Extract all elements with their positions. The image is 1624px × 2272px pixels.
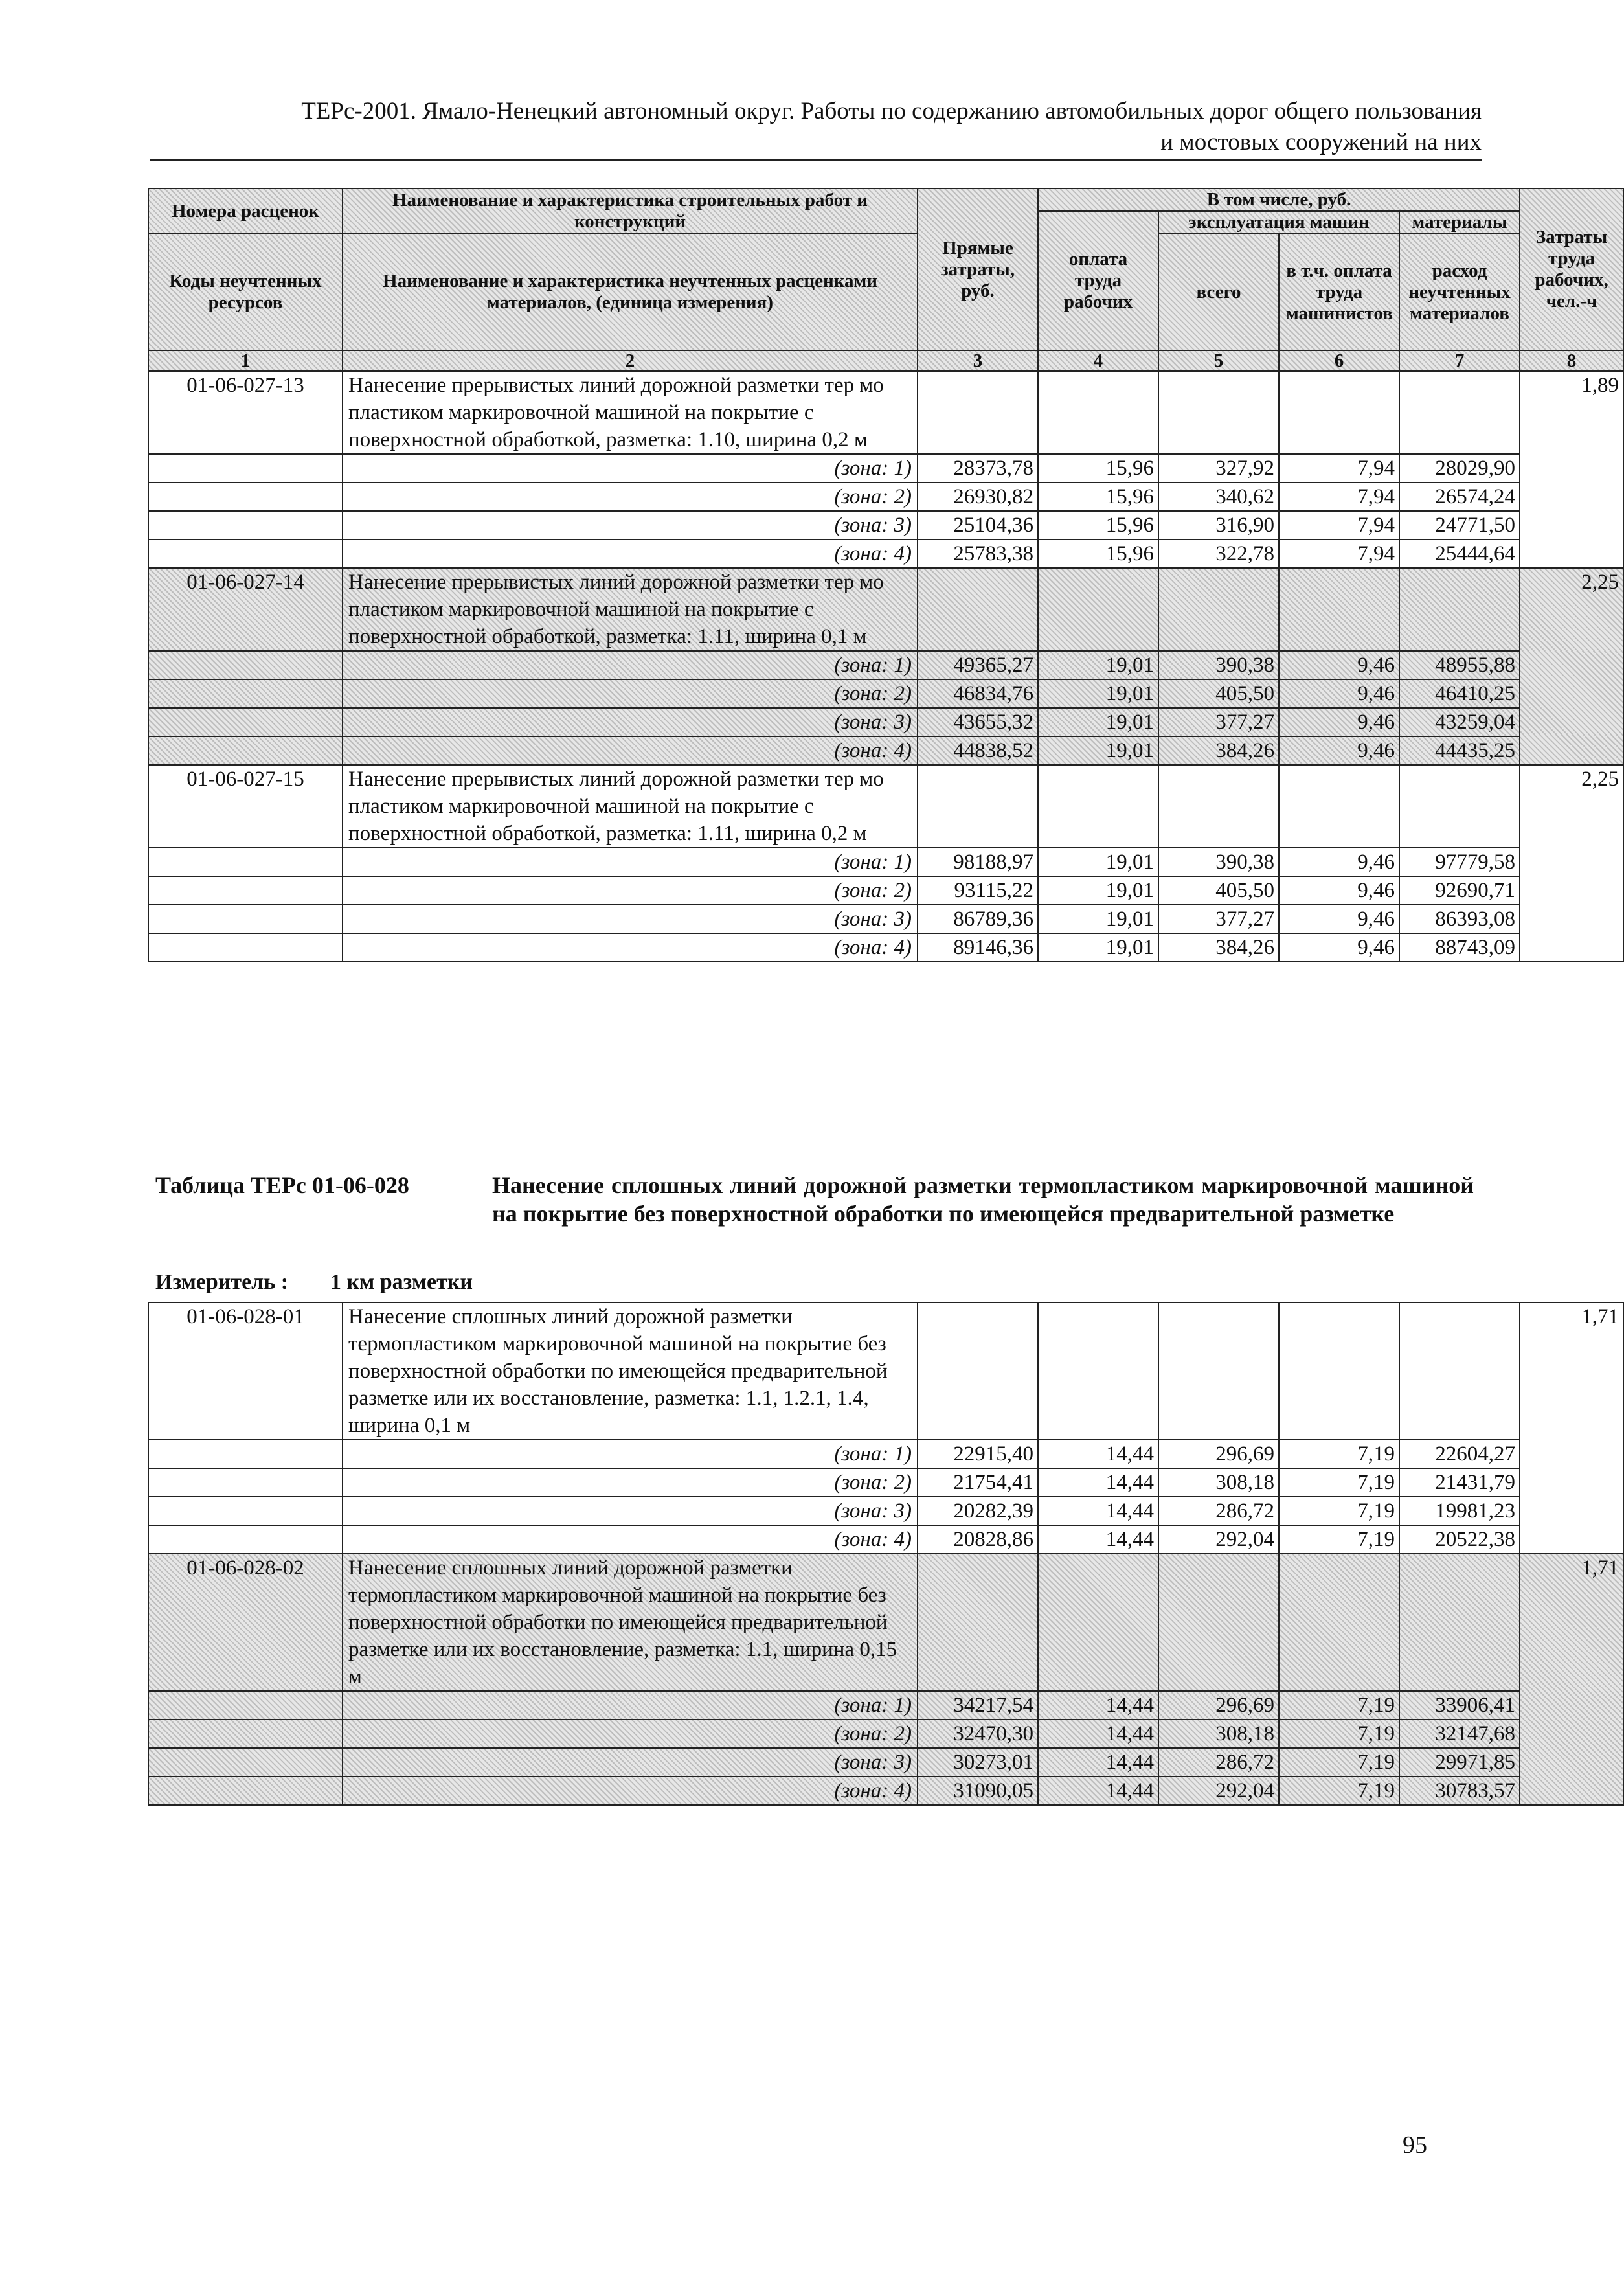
materials-value: 86393,08	[1399, 905, 1520, 933]
machinists-pay-value: 7,19	[1279, 1468, 1399, 1497]
workers-pay-value: 15,96	[1038, 483, 1158, 511]
col-header-work-name: Наименование и характеристика строительных работ и конструкций	[343, 188, 918, 234]
machines-total-value: 377,27	[1158, 708, 1279, 736]
empty-cell	[148, 1468, 343, 1497]
materials-value: 97779,58	[1399, 848, 1520, 876]
zone-label: (зона: 1)	[343, 651, 918, 679]
direct-cost-value: 98188,97	[918, 848, 1038, 876]
machinists-pay-value: 9,46	[1279, 876, 1399, 905]
rate-description: Нанесение прерывистых линий дорожной разметки тер мо пластиком маркировочной машиной на покрытие с поверхностной обработкой, разметка: 1.11, ширина 0,1 м	[343, 568, 918, 651]
zone-label: (зона: 4)	[343, 1525, 918, 1554]
zone-row	[148, 1468, 1623, 1497]
table-name: Нанесение сплошных линий дорожной разметки термопластиком маркировочной машиной на покрытие без поверхностной обработки по имеющейся предварительной разметке	[492, 1172, 1474, 1227]
machines-total-value: 384,26	[1158, 736, 1279, 765]
machines-total-value: 316,90	[1158, 511, 1279, 540]
header-line-2: и мостовых сооружений на них	[1160, 129, 1482, 155]
workers-pay-value: 19,01	[1038, 708, 1158, 736]
empty-cell	[1279, 371, 1399, 454]
col-header-rate-numbers: Номера расценок	[148, 188, 343, 234]
empty-cell	[1158, 568, 1279, 651]
rate-code: 01-06-027-15	[148, 765, 343, 848]
materials-value: 32147,68	[1399, 1720, 1520, 1748]
machines-total-value: 377,27	[1158, 905, 1279, 933]
rate-description: Нанесение сплошных линий дорожной разметки термопластиком маркировочной машиной на покрытие без поверхностной обработки по имеющейся предварительной разметке или их восстановление, разметка: 1.1, ширина 0,15 м	[343, 1554, 918, 1691]
zone-row	[148, 511, 1623, 540]
zone-label: (зона: 2)	[343, 1468, 918, 1497]
empty-cell	[148, 736, 343, 765]
page-number: 95	[1403, 2131, 1427, 2159]
direct-cost-value: 89146,36	[918, 933, 1038, 962]
empty-cell	[148, 511, 343, 540]
machinists-pay-value: 7,19	[1279, 1777, 1399, 1805]
zone-label: (зона: 4)	[343, 736, 918, 765]
table-id: Таблица ТЕРс 01-06-028	[155, 1172, 409, 1198]
empty-cell	[1279, 765, 1399, 848]
rate-row	[148, 765, 1623, 848]
zone-row	[148, 651, 1623, 679]
empty-cell	[148, 933, 343, 962]
measure-unit-value: 1 км разметки	[330, 1270, 473, 1294]
zone-label: (зона: 1)	[343, 848, 918, 876]
machinists-pay-value: 9,46	[1279, 651, 1399, 679]
labor-cost: 2,25	[1520, 765, 1623, 962]
zone-label: (зона: 4)	[343, 540, 918, 568]
workers-pay-value: 15,96	[1038, 454, 1158, 483]
zone-row	[148, 876, 1623, 905]
rate-row	[148, 1554, 1623, 1691]
direct-cost-value: 43655,32	[918, 708, 1038, 736]
measure-unit	[155, 1269, 473, 1295]
machines-total-value: 292,04	[1158, 1777, 1279, 1805]
materials-value: 33906,41	[1399, 1691, 1520, 1720]
workers-pay-value: 14,44	[1038, 1748, 1158, 1777]
materials-value: 92690,71	[1399, 876, 1520, 905]
machinists-pay-value: 7,19	[1279, 1748, 1399, 1777]
direct-cost-value: 46834,76	[918, 679, 1038, 708]
empty-cell	[1399, 1554, 1520, 1691]
col-number: 4	[1038, 350, 1158, 371]
empty-cell	[918, 568, 1038, 651]
table-title	[155, 1171, 1474, 1228]
machines-total-value: 292,04	[1158, 1525, 1279, 1554]
zone-row	[148, 708, 1623, 736]
zone-row	[148, 905, 1623, 933]
zone-label: (зона: 2)	[343, 483, 918, 511]
rates-table-028	[148, 1302, 1624, 1806]
table-027-body	[148, 371, 1623, 962]
direct-cost-value: 26930,82	[918, 483, 1038, 511]
col-header-machines: эксплуатация машин	[1158, 211, 1399, 234]
workers-pay-value: 19,01	[1038, 876, 1158, 905]
empty-cell	[148, 1440, 343, 1468]
header-line-1: ТЕРс-2001. Ямало-Ненецкий автономный округ. Работы по содержанию автомобильных дорог общего пользования	[301, 98, 1482, 124]
workers-pay-value: 19,01	[1038, 905, 1158, 933]
zone-row	[148, 1440, 1623, 1468]
rate-code: 01-06-027-13	[148, 371, 343, 454]
machines-total-value: 405,50	[1158, 876, 1279, 905]
machines-total-value: 286,72	[1158, 1748, 1279, 1777]
empty-cell	[148, 1497, 343, 1525]
col-number: 2	[343, 350, 918, 371]
workers-pay-value: 14,44	[1038, 1691, 1158, 1720]
machinists-pay-value: 7,19	[1279, 1497, 1399, 1525]
zone-label: (зона: 3)	[343, 905, 918, 933]
col-header-direct-costs: Прямые затраты, руб.	[918, 188, 1038, 350]
direct-cost-value: 20282,39	[918, 1497, 1038, 1525]
empty-cell	[148, 905, 343, 933]
empty-cell	[148, 1691, 343, 1720]
measure-unit-label: Измеритель :	[155, 1270, 289, 1294]
col-header-including: В том числе, руб.	[1038, 188, 1520, 211]
machinists-pay-value: 9,46	[1279, 848, 1399, 876]
direct-cost-value: 25783,38	[918, 540, 1038, 568]
rates-table-027	[148, 188, 1624, 962]
materials-value: 24771,50	[1399, 511, 1520, 540]
zone-label: (зона: 1)	[343, 1440, 918, 1468]
machines-total-value: 340,62	[1158, 483, 1279, 511]
col-header-machines-total: всего	[1158, 234, 1279, 350]
zone-label: (зона: 4)	[343, 1777, 918, 1805]
direct-cost-value: 44838,52	[918, 736, 1038, 765]
page-header	[150, 96, 1482, 161]
machines-total-value: 390,38	[1158, 848, 1279, 876]
zone-row	[148, 1748, 1623, 1777]
col-number: 7	[1399, 350, 1520, 371]
machinists-pay-value: 7,94	[1279, 540, 1399, 568]
machinists-pay-value: 9,46	[1279, 679, 1399, 708]
machinists-pay-value: 9,46	[1279, 736, 1399, 765]
labor-cost: 1,71	[1520, 1302, 1623, 1554]
empty-cell	[148, 679, 343, 708]
col-number: 5	[1158, 350, 1279, 371]
materials-value: 22604,27	[1399, 1440, 1520, 1468]
empty-cell	[1158, 765, 1279, 848]
direct-cost-value: 30273,01	[918, 1748, 1038, 1777]
materials-value: 26574,24	[1399, 483, 1520, 511]
empty-cell	[1399, 1302, 1520, 1440]
empty-cell	[918, 371, 1038, 454]
zone-row	[148, 1720, 1623, 1748]
materials-value: 88743,09	[1399, 933, 1520, 962]
empty-cell	[148, 876, 343, 905]
zone-row	[148, 1525, 1623, 1554]
zone-row	[148, 1497, 1623, 1525]
zone-row	[148, 483, 1623, 511]
machinists-pay-value: 7,19	[1279, 1525, 1399, 1554]
workers-pay-value: 15,96	[1038, 511, 1158, 540]
machines-total-value: 308,18	[1158, 1468, 1279, 1497]
zone-label: (зона: 2)	[343, 679, 918, 708]
direct-cost-value: 49365,27	[918, 651, 1038, 679]
zone-label: (зона: 4)	[343, 933, 918, 962]
zone-row	[148, 933, 1623, 962]
empty-cell	[1038, 1302, 1158, 1440]
materials-value: 28029,90	[1399, 454, 1520, 483]
empty-cell	[148, 1720, 343, 1748]
materials-value: 19981,23	[1399, 1497, 1520, 1525]
machines-total-value: 296,69	[1158, 1691, 1279, 1720]
direct-cost-value: 31090,05	[918, 1777, 1038, 1805]
table-028-body	[148, 1302, 1623, 1805]
col-number: 8	[1520, 350, 1623, 371]
zone-row	[148, 679, 1623, 708]
zone-row	[148, 848, 1623, 876]
direct-cost-value: 21754,41	[918, 1468, 1038, 1497]
empty-cell	[1279, 568, 1399, 651]
rate-row	[148, 568, 1623, 651]
zone-label: (зона: 1)	[343, 1691, 918, 1720]
rate-code: 01-06-028-01	[148, 1302, 343, 1440]
workers-pay-value: 14,44	[1038, 1497, 1158, 1525]
empty-cell	[1399, 568, 1520, 651]
workers-pay-value: 19,01	[1038, 736, 1158, 765]
workers-pay-value: 14,44	[1038, 1468, 1158, 1497]
empty-cell	[148, 483, 343, 511]
zone-row	[148, 1777, 1623, 1805]
empty-cell	[1279, 1302, 1399, 1440]
empty-cell	[1038, 568, 1158, 651]
machinists-pay-value: 9,46	[1279, 708, 1399, 736]
zone-label: (зона: 3)	[343, 1748, 918, 1777]
rate-description: Нанесение прерывистых линий дорожной разметки тер мо пластиком маркировочной машиной на покрытие с поверхностной обработкой, разметка: 1.11, ширина 0,2 м	[343, 765, 918, 848]
empty-cell	[1158, 371, 1279, 454]
labor-cost: 1,71	[1520, 1554, 1623, 1805]
machines-total-value: 390,38	[1158, 651, 1279, 679]
empty-cell	[918, 1302, 1038, 1440]
machinists-pay-value: 7,19	[1279, 1720, 1399, 1748]
empty-cell	[148, 848, 343, 876]
materials-value: 46410,25	[1399, 679, 1520, 708]
col-header-machinists-pay: в т.ч. оплата труда машинистов	[1279, 234, 1399, 350]
machines-total-value: 405,50	[1158, 679, 1279, 708]
machinists-pay-value: 7,19	[1279, 1440, 1399, 1468]
zone-label: (зона: 1)	[343, 454, 918, 483]
col-number: 6	[1279, 350, 1399, 371]
zone-label: (зона: 3)	[343, 1497, 918, 1525]
zone-row	[148, 540, 1623, 568]
materials-value: 48955,88	[1399, 651, 1520, 679]
zone-label: (зона: 3)	[343, 511, 918, 540]
col-header-material-consumption: расход неучтенных материалов	[1399, 234, 1520, 350]
empty-cell	[148, 651, 343, 679]
materials-value: 44435,25	[1399, 736, 1520, 765]
empty-cell	[148, 1777, 343, 1805]
workers-pay-value: 14,44	[1038, 1440, 1158, 1468]
machinists-pay-value: 7,19	[1279, 1691, 1399, 1720]
machines-total-value: 286,72	[1158, 1497, 1279, 1525]
direct-cost-value: 34217,54	[918, 1691, 1038, 1720]
empty-cell	[918, 1554, 1038, 1691]
materials-value: 21431,79	[1399, 1468, 1520, 1497]
empty-cell	[1279, 1554, 1399, 1691]
machines-total-value: 308,18	[1158, 1720, 1279, 1748]
machinists-pay-value: 9,46	[1279, 933, 1399, 962]
materials-value: 43259,04	[1399, 708, 1520, 736]
direct-cost-value: 32470,30	[918, 1720, 1038, 1748]
empty-cell	[918, 765, 1038, 848]
empty-cell	[1038, 371, 1158, 454]
workers-pay-value: 19,01	[1038, 933, 1158, 962]
col-number: 3	[918, 350, 1038, 371]
zone-label: (зона: 3)	[343, 708, 918, 736]
direct-cost-value: 25104,36	[918, 511, 1038, 540]
col-number: 1	[148, 350, 343, 371]
rate-row	[148, 371, 1623, 454]
rate-code: 01-06-028-02	[148, 1554, 343, 1691]
direct-cost-value: 86789,36	[918, 905, 1038, 933]
zone-row	[148, 454, 1623, 483]
workers-pay-value: 15,96	[1038, 540, 1158, 568]
materials-value: 25444,64	[1399, 540, 1520, 568]
materials-value: 30783,57	[1399, 1777, 1520, 1805]
empty-cell	[148, 454, 343, 483]
labor-cost: 1,89	[1520, 371, 1623, 568]
machines-total-value: 322,78	[1158, 540, 1279, 568]
empty-cell	[1399, 371, 1520, 454]
col-header-labor-costs: Затраты труда рабочих, чел.-ч	[1520, 188, 1623, 350]
col-header-resource-codes: Коды неучтенных ресурсов	[148, 234, 343, 350]
materials-value: 20522,38	[1399, 1525, 1520, 1554]
rate-description: Нанесение сплошных линий дорожной разметки термопластиком маркировочной машиной на покрытие без поверхностной обработки по имеющейся предварительной разметке или их восстановление, разметка: 1.1, 1.2.1, 1.4, ширина 0,1 м	[343, 1302, 918, 1440]
machines-total-value: 327,92	[1158, 454, 1279, 483]
workers-pay-value: 19,01	[1038, 651, 1158, 679]
machinists-pay-value: 9,46	[1279, 905, 1399, 933]
empty-cell	[148, 1748, 343, 1777]
machinists-pay-value: 7,94	[1279, 483, 1399, 511]
empty-cell	[1038, 765, 1158, 848]
empty-cell	[148, 708, 343, 736]
zone-row	[148, 736, 1623, 765]
col-header-materials: материалы	[1399, 211, 1520, 234]
col-header-workers-pay: оплата труда рабочих	[1038, 211, 1158, 350]
workers-pay-value: 14,44	[1038, 1720, 1158, 1748]
zone-label: (зона: 2)	[343, 1720, 918, 1748]
empty-cell	[148, 540, 343, 568]
machines-total-value: 384,26	[1158, 933, 1279, 962]
empty-cell	[1158, 1554, 1279, 1691]
machines-total-value: 296,69	[1158, 1440, 1279, 1468]
machinists-pay-value: 7,94	[1279, 454, 1399, 483]
materials-value: 29971,85	[1399, 1748, 1520, 1777]
workers-pay-value: 14,44	[1038, 1777, 1158, 1805]
empty-cell	[1038, 1554, 1158, 1691]
rate-row	[148, 1302, 1623, 1440]
rate-description: Нанесение прерывистых линий дорожной разметки тер мо пластиком маркировочной машиной на покрытие с поверхностной обработкой, разметка: 1.10, ширина 0,2 м	[343, 371, 918, 454]
empty-cell	[1158, 1302, 1279, 1440]
direct-cost-value: 22915,40	[918, 1440, 1038, 1468]
zone-row	[148, 1691, 1623, 1720]
direct-cost-value: 93115,22	[918, 876, 1038, 905]
zone-label: (зона: 2)	[343, 876, 918, 905]
direct-cost-value: 20828,86	[918, 1525, 1038, 1554]
col-header-material-name: Наименование и характеристика неучтенных расценками материалов, (единица измерения)	[343, 234, 918, 350]
workers-pay-value: 14,44	[1038, 1525, 1158, 1554]
labor-cost: 2,25	[1520, 568, 1623, 765]
workers-pay-value: 19,01	[1038, 679, 1158, 708]
machinists-pay-value: 7,94	[1279, 511, 1399, 540]
rate-code: 01-06-027-14	[148, 568, 343, 651]
empty-cell	[1399, 765, 1520, 848]
empty-cell	[148, 1525, 343, 1554]
direct-cost-value: 28373,78	[918, 454, 1038, 483]
workers-pay-value: 19,01	[1038, 848, 1158, 876]
